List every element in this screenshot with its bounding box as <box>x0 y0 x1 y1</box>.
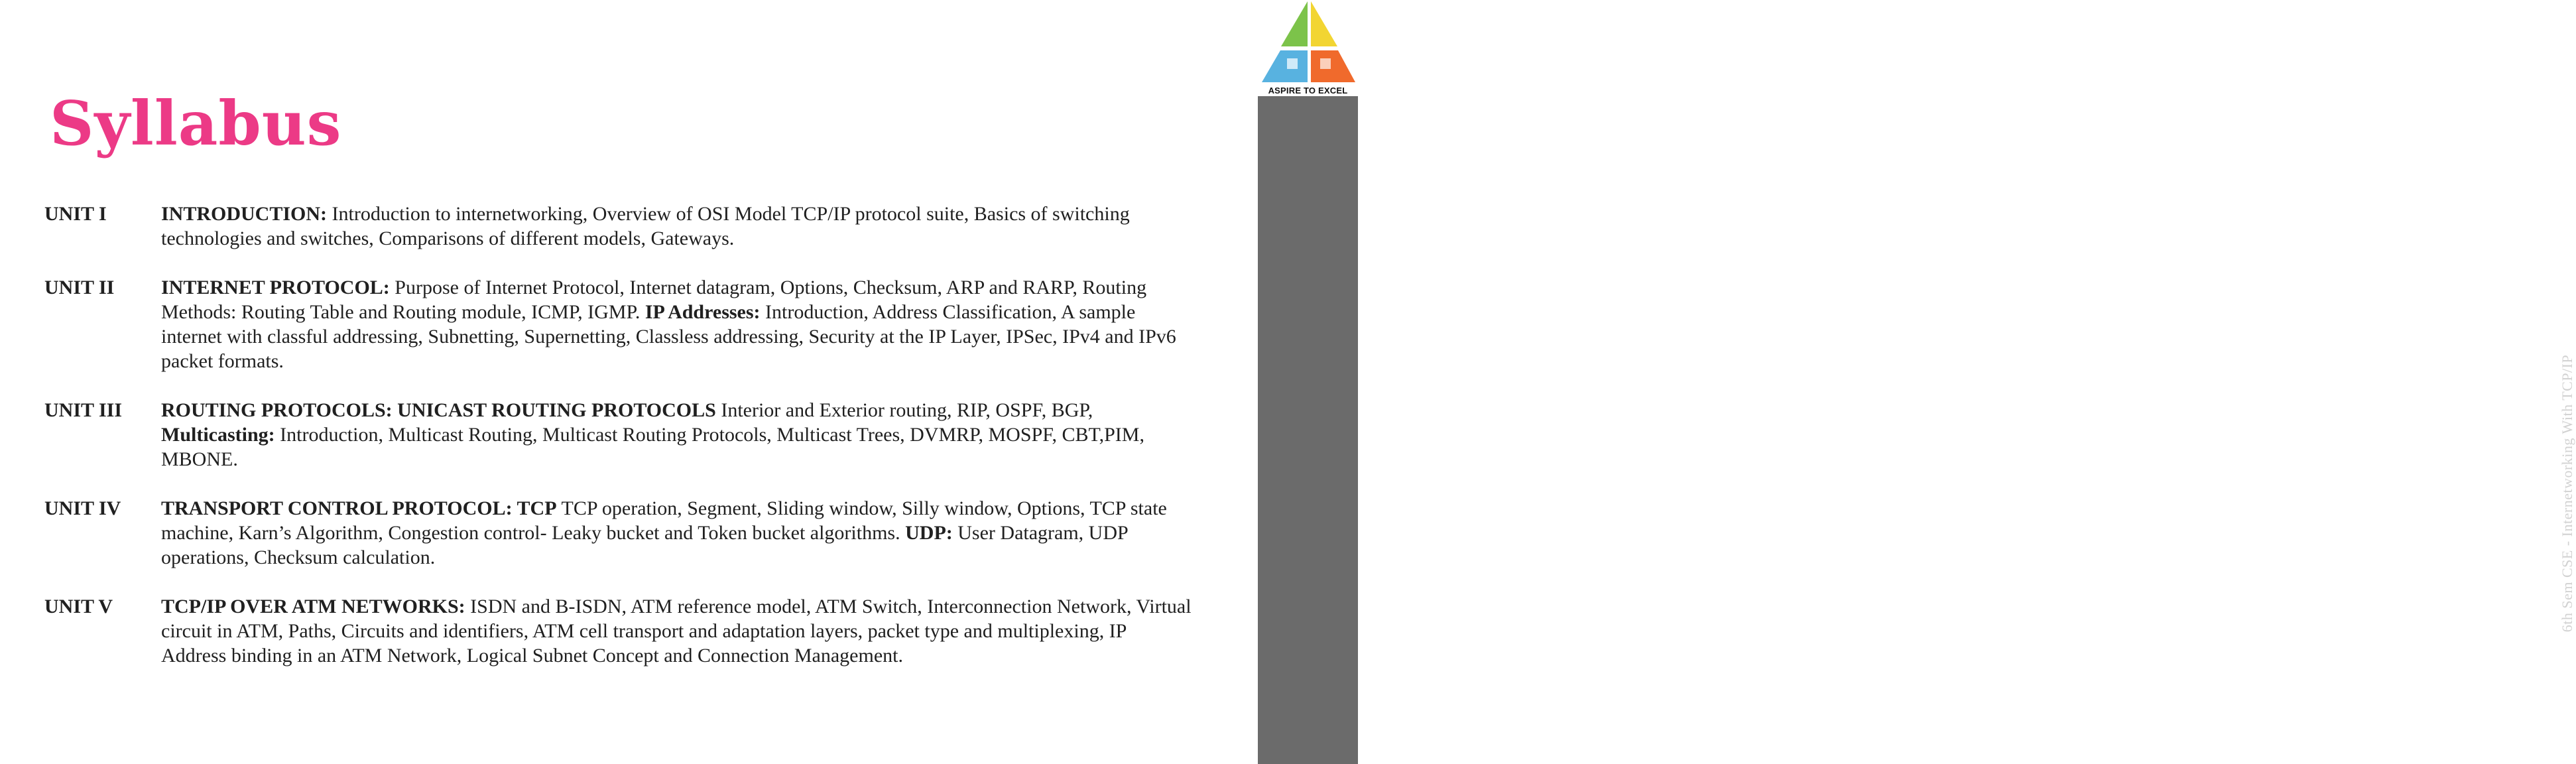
sidebar <box>1258 0 2575 764</box>
course-caption: 6th Sem CSE - Internetworking With TCP/IP <box>2559 354 2575 633</box>
slide <box>0 0 1258 764</box>
unit-heading: TRANSPORT CONTROL PROTOCOL: TCP <box>161 497 557 519</box>
unit-2 <box>44 275 1192 373</box>
unit-text: Purpose of Internet Protocol, Internet datagram, Options, Checksum, ARP and RARP, Routing Methods: Routing Table and Routing module, ICMP, IGMP. <box>161 277 1147 323</box>
unit-3 <box>44 398 1192 472</box>
unit-label: UNIT V <box>44 596 113 617</box>
unit-text: Introduction, Multicast Routing, Multicast Routing Protocols, Multicast Trees, DVMRP, MOSPF, CBT,PIM, MBONE. <box>161 424 1144 470</box>
unit-heading: ROUTING PROTOCOLS: UNICAST ROUTING PROTOCOLS <box>161 399 716 421</box>
unit-label: UNIT II <box>44 277 115 298</box>
unit-description <box>161 398 1192 472</box>
unit-1 <box>44 202 1192 251</box>
unit-heading: TCP/IP OVER ATM NETWORKS: <box>161 596 465 617</box>
unit-heading: INTRODUCTION: <box>161 203 328 225</box>
unit-text: Introduction, Address Classification, A sample internet with classful addressing, Subnetting, Supernetting, Classless addressing, Security at the IP Layer, IPSec, IPv4 and IPv6 packet formats. <box>161 301 1176 372</box>
logo <box>1258 0 1358 96</box>
unit-text: User Datagram, UDP operations, Checksum calculation. <box>161 522 1128 568</box>
unit-label: UNIT I <box>44 203 107 225</box>
slide-title: Syllabus <box>50 88 342 159</box>
unit-description <box>161 594 1192 668</box>
unit-description <box>161 202 1192 251</box>
unit-description <box>161 496 1192 570</box>
syllabus-units <box>44 202 1192 692</box>
unit-text: ISDN and B-ISDN, ATM reference model, ATM Switch, Interconnection Network, Virtual circuit in ATM, Paths, Circuits and identifiers, ATM cell transport and adaptation layers, packet type and multiplexing, IP Address binding in an ATM Network, Logical Subnet Concept and Connection Management. <box>161 596 1192 667</box>
unit-4 <box>44 496 1192 570</box>
pyramid-logo-icon <box>1258 0 1358 86</box>
unit-subheading: Multicasting: <box>161 424 275 446</box>
unit-label: UNIT III <box>44 399 122 421</box>
logo-text: ASPIRE TO EXCEL <box>1268 86 1348 96</box>
unit-5 <box>44 594 1192 668</box>
unit-text: Interior and Exterior routing, RIP, OSPF, BGP, <box>715 399 1093 421</box>
unit-description <box>161 275 1192 373</box>
unit-text: Introduction to internetworking, Overview of OSI Model TCP/IP protocol suite, Basics of switching technologies and switches, Comparisons of different models, Gateways. <box>161 203 1130 249</box>
unit-subheading: UDP: <box>905 522 953 544</box>
unit-text: TCP operation, Segment, Sliding window, Silly window, Options, TCP state machine, Karn’s Algorithm, Congestion control- Leaky bucket and Token bucket algorithms. <box>161 497 1167 544</box>
unit-subheading: IP Addresses: <box>644 301 761 323</box>
unit-label: UNIT IV <box>44 497 121 519</box>
unit-heading: INTERNET PROTOCOL: <box>161 277 390 298</box>
